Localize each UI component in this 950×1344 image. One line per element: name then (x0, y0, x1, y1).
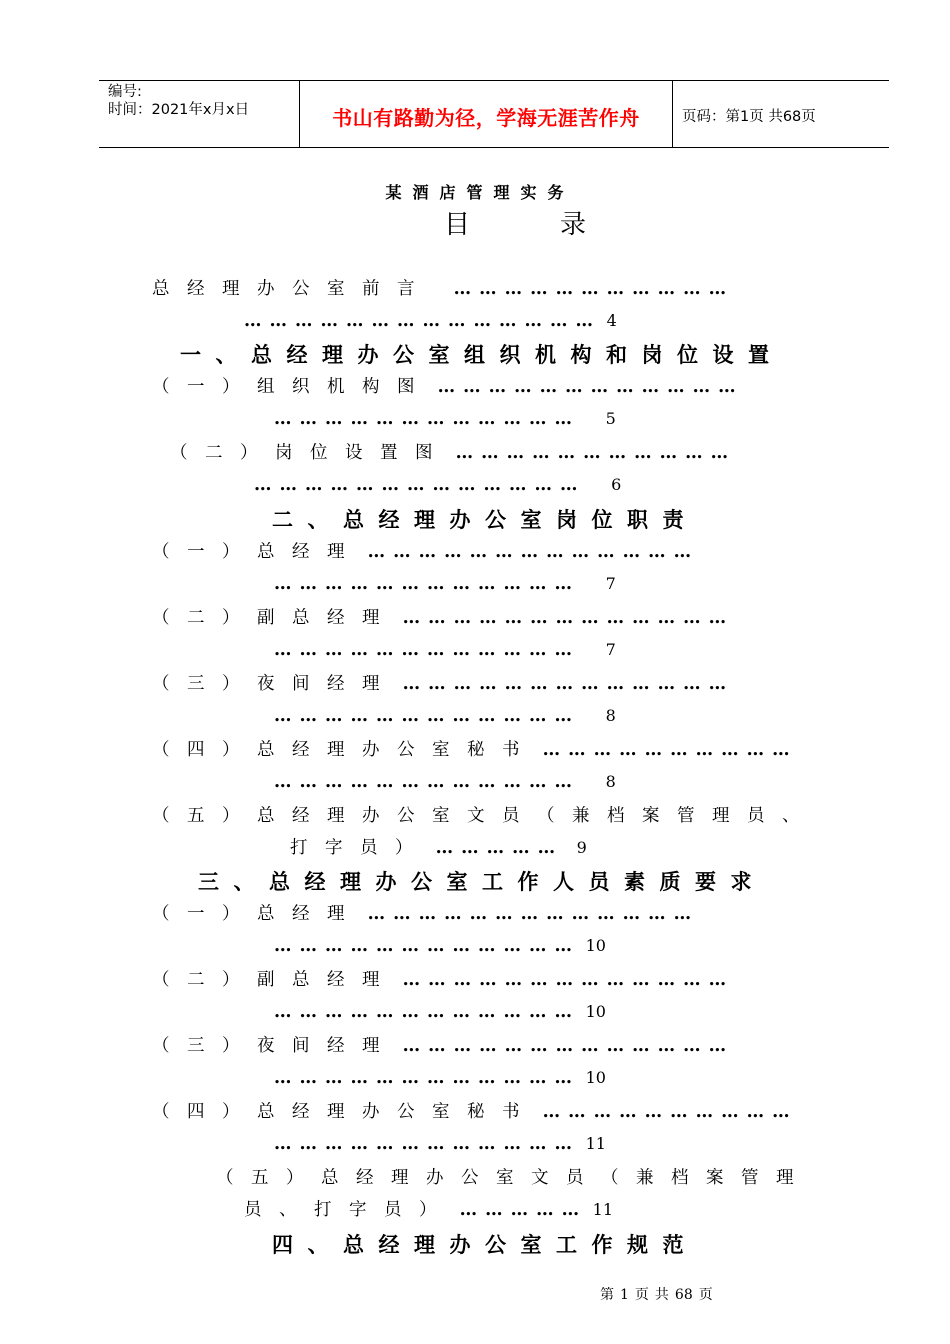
toc-entry-label: （五）总经理办公室文员（兼档案管理 (216, 1168, 811, 1188)
toc-entry-label: （一）总经理 (152, 542, 362, 562)
page-footer (600, 1284, 719, 1304)
toc-entry-2-5-cont (290, 837, 587, 859)
toc-entry-2-2-cont (274, 639, 616, 661)
toc-entry-label: 总经理办公室前言 (152, 279, 432, 299)
toc-page-number: 11 (585, 1134, 606, 1153)
toc-entry-2-1[interactable] (152, 541, 699, 563)
footer-text: 共 (654, 1287, 669, 1303)
toc-page-number: 11 (592, 1200, 614, 1219)
toc-entry-3-3-cont (274, 1067, 606, 1089)
toc-entry-preface[interactable] (152, 278, 734, 300)
toc-entry-1-2[interactable] (170, 442, 736, 464)
toc-leader-dots: ……………………………… (274, 1002, 580, 1022)
section-title-2[interactable]: 二、总经理办公室岗位职责 (272, 507, 698, 532)
toc-entry-label: （一）组织机构图 (152, 377, 432, 397)
toc-leader-dots: ………………………………… (402, 674, 735, 694)
toc-page-number: 8 (605, 706, 616, 725)
toc-page-number: 6 (611, 475, 622, 494)
toc-entry-label: （四）总经理办公室秘书 (152, 740, 537, 760)
footer-current-page: 1 (620, 1287, 629, 1303)
toc-entry-label: （三）夜间经理 (152, 674, 397, 694)
header-bottom-rule (99, 147, 889, 148)
footer-text: 第 (600, 1287, 614, 1303)
toc-leader-dots: ………………………………… (254, 475, 586, 495)
toc-leader-dots: ………………………… (542, 1102, 798, 1122)
toc-leader-dots: ………………………………… (367, 542, 700, 562)
toc-leader-dots: …………… (435, 838, 564, 858)
footer-text: 页 (698, 1287, 713, 1303)
toc-entry-label-cont: 打字员） (290, 838, 430, 858)
toc-entry-3-3[interactable] (152, 1035, 734, 1057)
toc-page-number: 10 (585, 1002, 606, 1021)
toc-leader-dots: …………………………… (455, 443, 737, 463)
serial-label: 编号: (108, 84, 142, 100)
toc-entry-preface-cont (244, 310, 617, 332)
toc-leader-dots: ……………………………… (274, 574, 580, 594)
header-top-rule (99, 80, 889, 81)
toc-entry-3-1[interactable] (152, 903, 699, 925)
toc-page-number: 10 (585, 1068, 606, 1087)
toc-leader-dots: ……………………………… (274, 1134, 580, 1154)
section-title-3[interactable]: 三、总经理办公室工作人员素质要求 (198, 869, 766, 894)
toc-entry-3-4-cont (274, 1133, 606, 1155)
toc-entry-3-5[interactable] (216, 1167, 811, 1189)
header-page-info: 页码：第1页 共68页 (682, 109, 816, 125)
toc-leader-dots: ………………………………… (402, 1036, 735, 1056)
toc-entry-label-cont: 员、打字员） (244, 1200, 454, 1220)
section-title-1[interactable]: 一、总经理办公室组织机构和岗位设置 (180, 342, 784, 367)
header-meta (108, 83, 249, 119)
toc-entry-1-2-cont (254, 474, 621, 496)
toc-leader-dots: ……………………………… (274, 772, 580, 792)
toc-page-number: 7 (605, 574, 616, 593)
doc-title: 目录 (443, 210, 676, 240)
toc-leader-dots: …………… (459, 1200, 588, 1220)
footer-total-pages: 68 (674, 1287, 693, 1303)
header-motto: 书山有路勤为径，学海无涯苦作舟 (332, 106, 640, 130)
toc-entry-label: （二）岗位设置图 (170, 443, 450, 463)
toc-leader-dots: ………………………… (542, 740, 798, 760)
toc-leader-dots: ……………………………… (274, 409, 580, 429)
section-title-4[interactable]: 四、总经理办公室工作规范 (272, 1232, 698, 1257)
toc-entry-label: （五）总经理办公室文员（兼档案管理员、 (152, 806, 817, 826)
toc-entry-2-4-cont (274, 771, 616, 793)
toc-leader-dots: ……………………………… (274, 1068, 580, 1088)
toc-entry-1-1[interactable] (152, 376, 744, 398)
toc-leader-dots: …………………………………… (244, 311, 601, 331)
header-divider-right (672, 80, 673, 147)
toc-page-number: 8 (605, 772, 616, 791)
toc-page-number: 10 (585, 936, 606, 955)
toc-page-number: 9 (576, 838, 587, 857)
toc-entry-3-1-cont (274, 935, 606, 957)
toc-entry-3-2-cont (274, 1001, 606, 1023)
toc-leader-dots: ……………………………… (437, 377, 744, 397)
toc-entry-3-2[interactable] (152, 969, 734, 991)
toc-entry-1-1-cont (274, 408, 616, 430)
toc-leader-dots: …………………………… (453, 279, 735, 299)
toc-entry-label: （四）总经理办公室秘书 (152, 1102, 537, 1122)
toc-entry-2-3-cont (274, 705, 616, 727)
toc-entry-2-5[interactable] (152, 805, 817, 827)
toc-entry-label: （二）副总经理 (152, 608, 397, 628)
toc-leader-dots: ………………………………… (367, 904, 700, 924)
toc-entry-2-3[interactable] (152, 673, 734, 695)
toc-leader-dots: ……………………………… (274, 640, 580, 660)
toc-leader-dots: ………………………………… (402, 970, 735, 990)
time-label: 时间：2021年x月x日 (108, 102, 250, 118)
toc-leader-dots: ……………………………… (274, 706, 580, 726)
toc-entry-3-4[interactable] (152, 1101, 798, 1123)
toc-entry-label: （一）总经理 (152, 904, 362, 924)
toc-page-number: 7 (605, 640, 616, 659)
toc-leader-dots: ………………………………… (402, 608, 735, 628)
toc-leader-dots: ……………………………… (274, 936, 580, 956)
toc-entry-2-1-cont (274, 573, 616, 595)
footer-text: 页 (634, 1287, 649, 1303)
toc-entry-3-5-cont (244, 1199, 613, 1221)
doc-subtitle: 某酒店管理实务 (385, 183, 575, 202)
toc-page-number: 4 (606, 311, 617, 330)
toc-page-number: 5 (605, 409, 616, 428)
toc-entry-2-2[interactable] (152, 607, 734, 629)
toc-entry-label: （二）副总经理 (152, 970, 397, 990)
toc-entry-2-4[interactable] (152, 739, 798, 761)
toc-entry-label: （三）夜间经理 (152, 1036, 397, 1056)
